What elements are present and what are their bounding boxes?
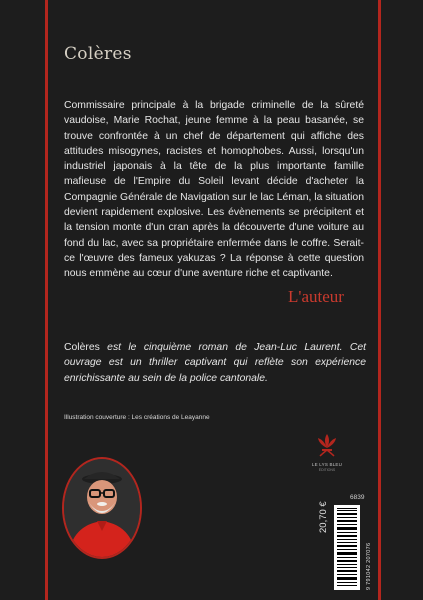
book-code: 6839 [350, 494, 365, 501]
publisher-subtitle: ÉDITIONS [318, 468, 336, 472]
barcode-image [334, 505, 360, 590]
lily-icon [312, 430, 342, 460]
barcode [334, 505, 360, 590]
left-red-rule [45, 0, 48, 600]
synopsis-text: Commissaire principale à la brigade criminelle de la sûreté vaudoise, Marie Rochat, jeune femme à la peau basanée, se trouve confrontée à un chef de département qui affiche des attitudes misogynes, racistes et homophobes. Aussi, lorsqu'un industriel japonais à la tête de la plus importante famille mafieuse de l'Empire du Soleil levant décide d'acheter la Compagnie Générale de Navigation sur le lac Léman, la situation devient rapidement explosive. Les évènements se précipitent et la tension monte d'un cran après la découverte d'une voiture au fond du lac, avec sa propriétaire enfermée dans le coffre. Serait-ce l'œuvre des fameux yakuzas ? La réponse à cette question nous emmène au cœur d'une aventure riche et captivante. [64, 100, 364, 280]
author-bio-title: Colères [64, 342, 100, 353]
publisher-name: LE LYS BLEU [311, 462, 343, 467]
author-portrait-image [64, 459, 140, 557]
author-bio-text: est le cinquième roman de Jean-Luc Laurent. Cet ouvrage est un thriller captivant qui reflète son expérience enrichissante au sein de la police cantonale. [64, 342, 366, 384]
author-bio [64, 340, 366, 386]
publisher-logo [312, 430, 342, 464]
right-red-rule [378, 0, 381, 600]
book-title: Colères [64, 44, 132, 64]
illustration-credit: Illustration couverture : Les créations de Leayanne [64, 414, 210, 421]
price: 20,70 € [318, 501, 329, 533]
isbn-number: 9 791042 207076 [366, 542, 372, 590]
author-photo [62, 457, 142, 559]
author-heading: L'auteur [288, 287, 344, 306]
